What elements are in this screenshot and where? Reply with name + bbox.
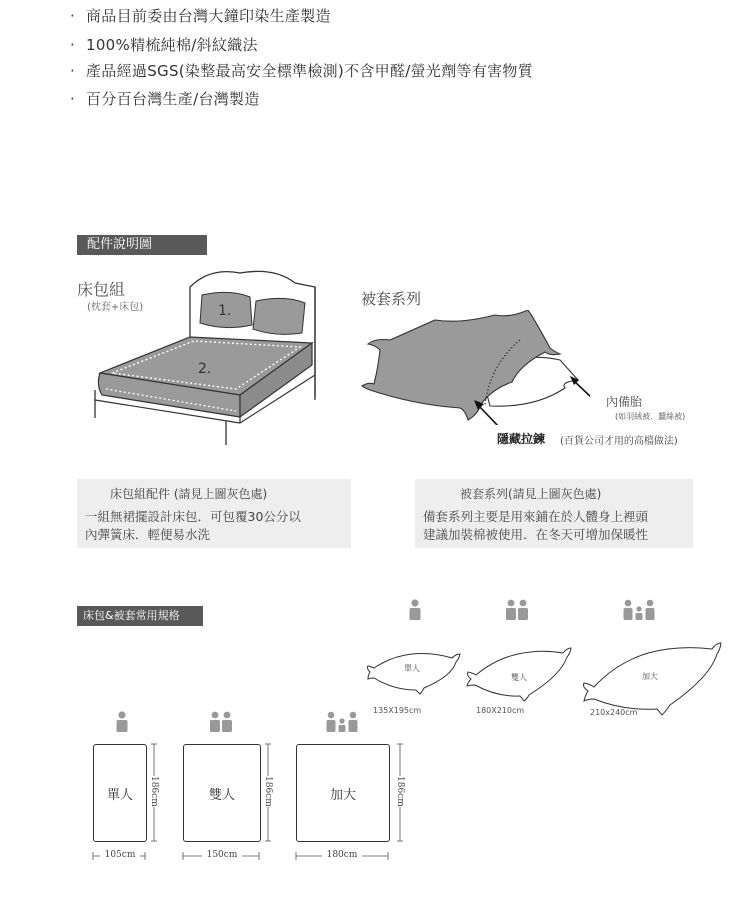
duvet-size-label: 加大 (642, 672, 658, 681)
bed-set-info-title: 床包組配件 (請見上圖灰色處) (110, 487, 268, 501)
single-person-icon (408, 599, 422, 621)
duvet-info-line: 備套系列主要是用來鋪在於人體身上裡頭 (423, 509, 649, 524)
bed-set-info-box (77, 479, 351, 548)
duvet-info-title: 被套系列(請見上圖灰色處) (460, 487, 602, 501)
sheet-marker: 2. (198, 361, 212, 377)
duvet-info-box (415, 479, 693, 548)
feature-text: 百分百台灣生產/台灣製造 (86, 90, 260, 108)
duvet-dims: 135X195cm (373, 706, 422, 715)
duvet-size-label: 雙人 (511, 673, 527, 682)
bed-illustration (90, 265, 330, 450)
zipper-subtitle: (百貨公司才用的高檔做法) (560, 436, 678, 447)
feature-item (70, 60, 533, 81)
bed-size-label: 雙人 (208, 787, 235, 803)
family-icon (623, 599, 655, 621)
two-persons-icon (505, 599, 529, 621)
duvet-dims: 180X210cm (476, 706, 525, 715)
bed-size-label: 加大 (329, 787, 356, 803)
family-icon (326, 711, 358, 733)
single-person-icon (115, 711, 129, 733)
bed-width-label: 180cm (322, 850, 362, 860)
bullet-mark: · (70, 7, 76, 25)
inner-subtitle: (如羽絨被．蠶絲被) (615, 412, 686, 421)
bullet-mark: · (70, 36, 76, 54)
bed-set-info-line: 一組無裙擺設計床包．可包覆30公分以 (85, 509, 301, 524)
feature-text: 100%精梳純棉/斜紋織法 (86, 36, 258, 54)
bed-length-label: 186cm (263, 776, 273, 807)
bed-length-label: 186cm (149, 776, 159, 807)
duvet-illustration (360, 310, 590, 425)
feature-item (70, 88, 260, 109)
feature-item (70, 34, 258, 55)
bed-set-info-line: 內彈簧床．輕便易水洗 (85, 527, 211, 542)
bed-width-label: 105cm (100, 850, 140, 860)
duvet-info-line: 建議加裝棉被使用．在冬天可增加保暖性 (423, 527, 649, 542)
pillow-marker: 1. (218, 303, 232, 319)
inner-label: 內備胎 (606, 395, 643, 409)
feature-text: 產品經過SGS(染整最高安全標準檢測)不含甲醛/螢光劑等有害物質 (86, 62, 534, 80)
feature-text: 商品目前委由台灣大鐘印染生產製造 (86, 7, 331, 25)
bed-length-label: 186cm (395, 776, 405, 807)
bed-set-subtitle: (枕套+床包) (87, 302, 144, 313)
bullet-mark: · (70, 62, 76, 80)
feature-item (70, 5, 331, 26)
duvet-title: 被套系列 (361, 290, 422, 308)
duvet-size-label: 單人 (404, 664, 420, 673)
size-section-title: 床包&被套常用規格 (77, 606, 203, 626)
bed-width-label: 150cm (202, 850, 242, 860)
dimension-lines (88, 740, 408, 862)
bed-size-label: 單人 (106, 787, 133, 803)
duvet-dims: 210x240cm (590, 708, 638, 717)
zipper-label: 隱藏拉鍊 (497, 432, 546, 446)
accessory-section-title: 配件說明圖 (77, 235, 207, 255)
two-persons-icon (209, 711, 233, 733)
bed-set-title: 床包組 (77, 280, 126, 299)
bullet-mark: · (70, 90, 76, 108)
